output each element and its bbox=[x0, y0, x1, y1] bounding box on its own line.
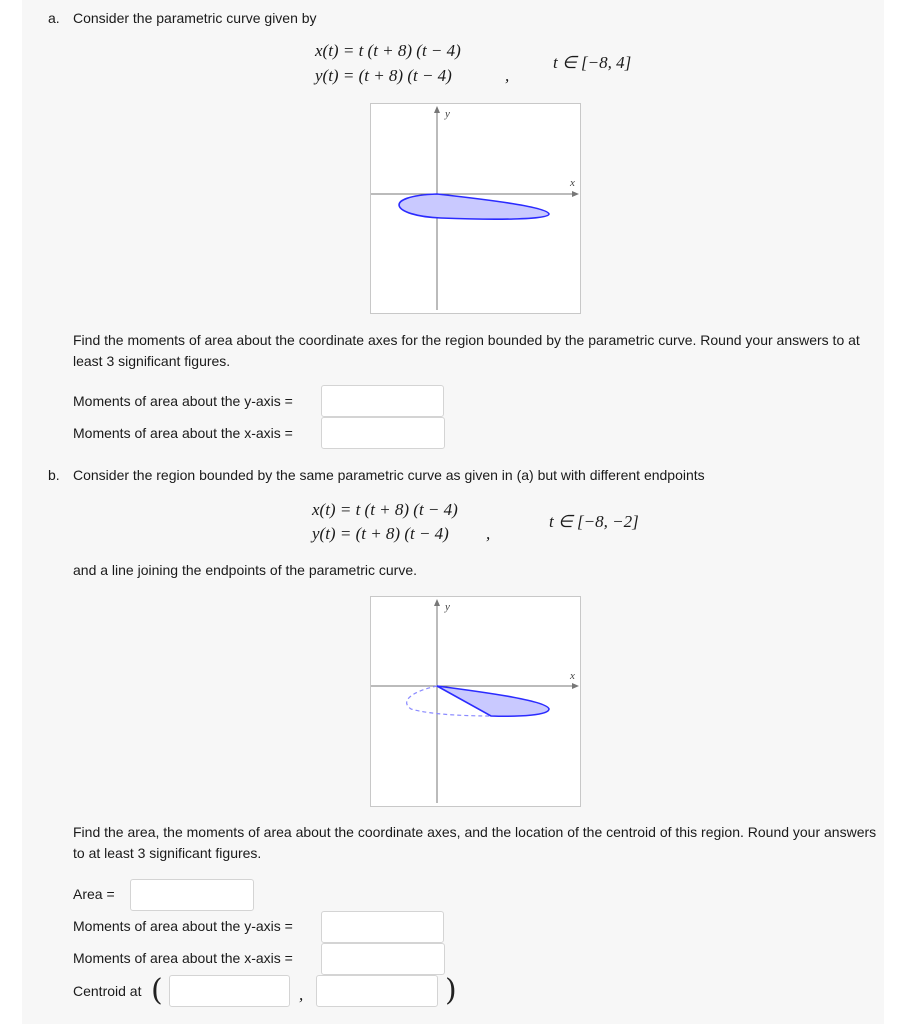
part-a-plot bbox=[370, 103, 581, 314]
part-b-label-moment-x: Moments of area about the x-axis = bbox=[73, 950, 293, 966]
part-a-moment-y-input[interactable] bbox=[321, 385, 444, 417]
part-b-intro: Consider the region bounded by the same parametric curve as given in (a) but with different endpoints bbox=[73, 467, 705, 483]
centroid-y-input[interactable] bbox=[316, 975, 438, 1007]
part-b-label-centroid: Centroid at bbox=[73, 983, 142, 999]
part-b-label-moment-y: Moments of area about the y-axis = bbox=[73, 918, 293, 934]
parametric-curve-region bbox=[399, 194, 549, 219]
part-b-plot bbox=[370, 596, 581, 807]
part-a-plot-svg bbox=[371, 104, 580, 313]
part-a-label-moment-y: Moments of area about the y-axis = bbox=[73, 393, 293, 409]
centroid-close-paren: ) bbox=[445, 973, 457, 1008]
centroid-x-input[interactable] bbox=[169, 975, 290, 1007]
part-a-equation-x: x(t) = t (t + 8) (t − 4) bbox=[315, 41, 461, 60]
part-b-marker: b. bbox=[48, 467, 60, 483]
part-b-equation-x: x(t) = t (t + 8) (t − 4) bbox=[312, 500, 458, 519]
y-axis-label: y bbox=[445, 601, 450, 613]
part-b-moment-x-input[interactable] bbox=[321, 943, 445, 975]
part-b-area-input[interactable] bbox=[130, 879, 254, 911]
centroid-comma: , bbox=[299, 985, 304, 1004]
x-axis-arrow bbox=[572, 683, 579, 689]
x-axis-arrow bbox=[572, 191, 579, 197]
part-a-domain: t ∈ [−8, 4] bbox=[553, 53, 632, 72]
x-axis-label: x bbox=[570, 670, 575, 682]
part-a-label-moment-x: Moments of area about the x-axis = bbox=[73, 425, 293, 441]
part-b-equation-y: y(t) = (t + 8) (t − 4) bbox=[312, 524, 449, 543]
part-b-question: Find the area, the moments of area about the coordinate axes, and the location of the centroid of this region. Round your answers to at least 3 significant figures. bbox=[73, 824, 877, 861]
part-a-comma: , bbox=[505, 66, 510, 85]
part-a-question: Find the moments of area about the coordinate axes for the region bounded by the parametric curve. Round your answers to at least 3 significant figures. bbox=[73, 332, 860, 369]
y-axis-arrow bbox=[434, 106, 440, 113]
part-b-label-area: Area = bbox=[73, 886, 115, 902]
y-axis-label: y bbox=[445, 108, 450, 120]
part-b-plot-svg bbox=[371, 597, 580, 806]
y-axis-arrow bbox=[434, 599, 440, 606]
part-b-comma: , bbox=[486, 524, 491, 543]
part-a-marker: a. bbox=[48, 10, 60, 26]
bounded-region bbox=[437, 686, 549, 716]
part-b-line-text: and a line joining the endpoints of the parametric curve. bbox=[73, 562, 417, 578]
x-axis-label: x bbox=[570, 177, 575, 189]
part-b-domain: t ∈ [−8, −2] bbox=[549, 512, 639, 531]
part-a-moment-x-input[interactable] bbox=[321, 417, 445, 449]
part-b-moment-y-input[interactable] bbox=[321, 911, 444, 943]
part-a-equation-y: y(t) = (t + 8) (t − 4) bbox=[315, 66, 452, 85]
centroid-open-paren: ( bbox=[151, 973, 163, 1008]
part-a-intro: Consider the parametric curve given by bbox=[73, 10, 317, 26]
